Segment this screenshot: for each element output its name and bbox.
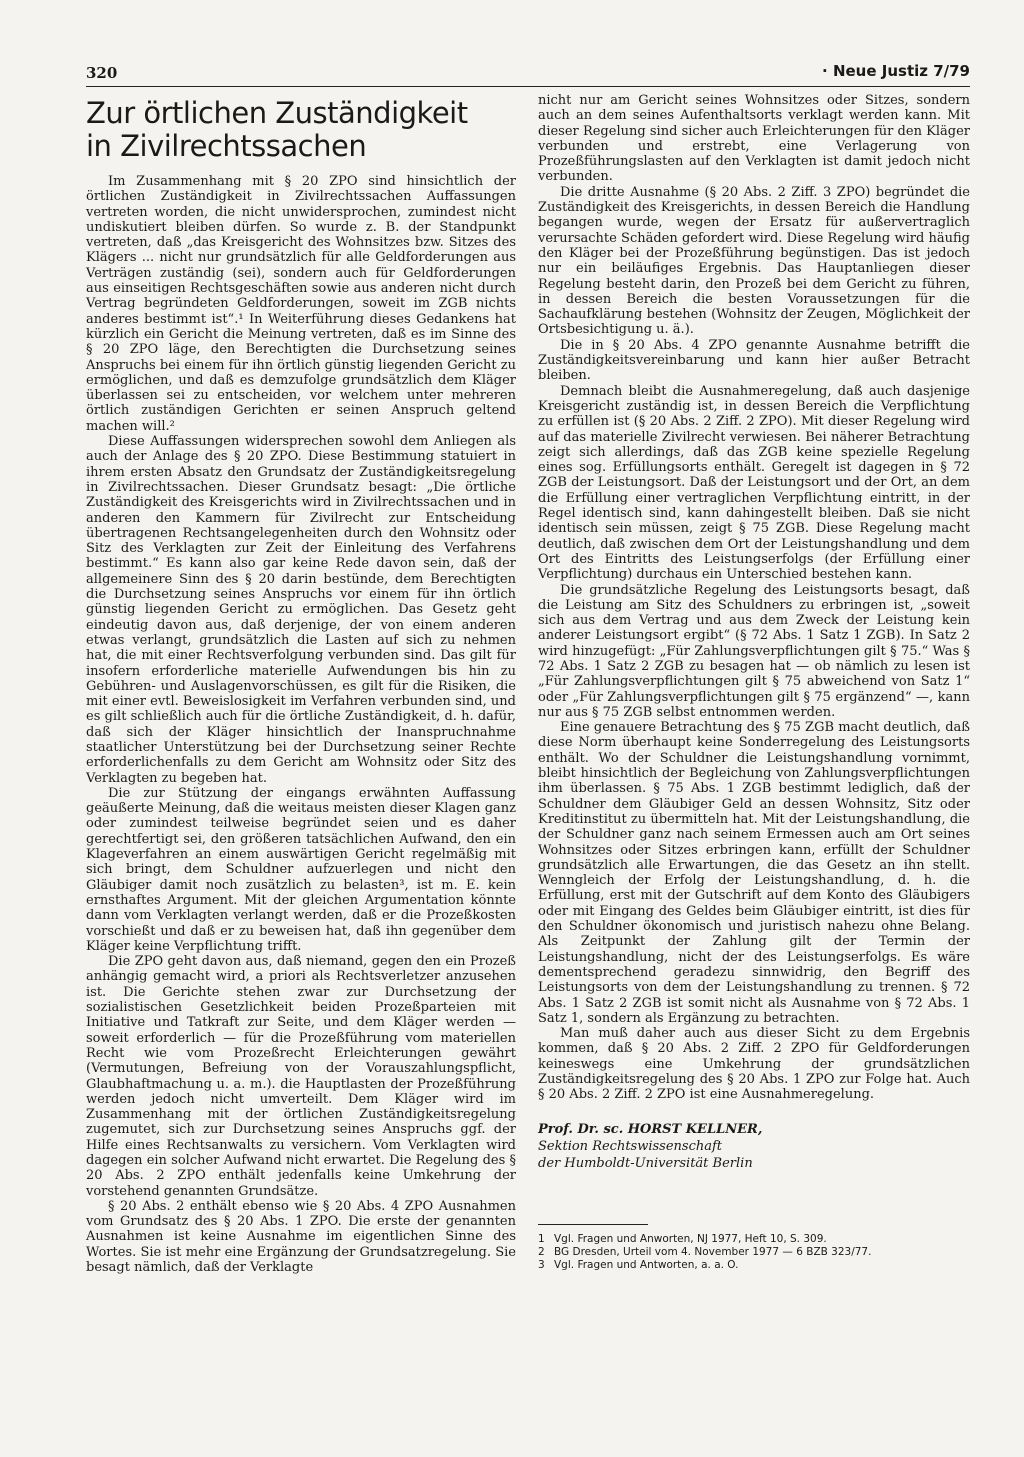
footnote-number: 2 (538, 1245, 545, 1258)
author-affiliation: Sektion Rechtswissenschaft (538, 1138, 723, 1154)
journal-issue: · Neue Justiz 7/79 (822, 62, 970, 80)
paragraph: § 20 Abs. 2 enthält ebenso wie § 20 Abs. 4 ZPO Ausnahmen vom Grundsatz des § 20 Abs. 1 ZPO. Die erste der genannten Ausnahmen ist keine Ausnahme im eigentlichen Sinne des Wortes. Sie ist mehr eine Ergänzung der Grundsatzregelung. Sie besagt nämlich, daß der Verklagte (86, 1198, 516, 1276)
footnote (538, 1233, 970, 1246)
paragraph: Die zur Stützung der eingangs erwähnten Auffassung geäußerte Meinung, daß die weitaus meisten dieser Klagen ganz oder zumindest teilweise begründet seien und es daher gerechtfertigt sei, den größeren tatsächlichen Aufwand, den ein Klageverfahren an einem auswärtigen Gericht regelmäßig mit sich bringt, dem Schuldner aufzuerlegen und nicht den Gläubiger damit noch zusätzlich zu belasten³, ist m. E. kein ernsthaftes Argument. Mit der gleichen Argumentation könnte dann vom Verklagten verlangt werden, daß er die Prozeßkosten vorschießt und daß er zu beweisen hat, daß ihn gegenüber dem Kläger keine Verpflichtung trifft. (86, 785, 516, 954)
paragraph: Die dritte Ausnahme (§ 20 Abs. 2 Ziff. 3 ZPO) begründet die Zuständigkeit des Kreisgerichts, in dessen Bereich die Handlung begangen wurde, wegen der Ersatz für außervertraglich verursachte Schäden gefordert wird. Diese Regelung wird häufig den Kläger bei der Prozeßführung begünstigen. Das ist jedoch nur ein beiläufiges Ergebnis. Das Hauptanliegen dieser Regelung besteht darin, den Prozeß bei dem Gericht zu führen, in dessen Bereich die besten Voraussetzungen für die Sachaufklärung bestehen (Wohnsitz der Zeugen, Möglichkeit der Ortsbesichtigung u. ä.). (538, 184, 970, 338)
footnote-text: BG Dresden, Urteil vom 4. November 1977 — 6 BZB 323/77. (554, 1245, 872, 1258)
footnote-text: Vgl. Fragen und Antworten, a. a. O. (554, 1258, 739, 1271)
left-column (86, 174, 516, 1275)
paragraph: Eine genauere Betrachtung des § 75 ZGB macht deutlich, daß diese Norm überhaupt keine Sonderregelung des Leistungsorts enthält. Wo der Schuldner die Leistungshandlung vornimmt, bleibt hinsichtlich der Begleichung von Zahlungsverpflichtungen ihm überlassen. § 75 Abs. 1 ZGB bestimmt lediglich, daß der Schuldner dem Gläubiger Geld an dessen Wohnsitz, Sitz oder Kreditinstitut zu übermitteln hat. Mit der Leistungshandlung, die der Schuldner ganz nach seinem Ermessen auch am Ort seines Wohnsitzes oder Sitzes erbringen kann, erfüllt der Schuldner grundsätzlich alle Erwartungen, die das Gesetz an ihn stellt. Wenngleich der Erfolg der Leistungshandlung, d. h. die Erfüllung, erst mit der Gutschrift auf dem Konto des Gläubigers oder mit Eingang des Geldes beim Gläubiger eintritt, ist dies für den Schuldner ökonomisch und juristisch nahezu ohne Belang. Als Zeitpunkt der Zahlung gilt der Termin der Leistungshandlung, nicht der des Leistungserfolgs. Es wäre dementsprechend geradezu sinnwidrig, den Begriff des Leistungsorts von dem der Leistungshandlung zu trennen. § 72 Abs. 1 Satz 2 ZGB ist somit nicht als Ausnahme von § 72 Abs. 1 Satz 1, sondern als Ergänzung zu betrachten. (538, 720, 970, 1026)
paragraph: Die in § 20 Abs. 4 ZPO genannte Ausnahme betrifft die Zuständigkeitsvereinbarung und kann hier außer Betracht bleiben. (538, 337, 970, 384)
author-name: Prof. Dr. sc. HORST KELLNER, (538, 1121, 763, 1137)
paragraph: Im Zusammenhang mit § 20 ZPO sind hinsichtlich der örtlichen Zuständigkeit in Zivilrechtssachen Auffassungen vertreten worden, die nicht unwidersprochen, zumindest nicht undiskutiert bleiben dürfen. So wurde z. B. der Standpunkt vertreten, daß „das Kreisgericht des Wohnsitzes bzw. Sitzes des Klägers ... nicht nur grundsätzlich für alle Geldforderungen aus Verträgen zuständig (sei), sondern auch für Geldforderungen aus einseitigen Rechtsgeschäften sowie aus anderen nicht durch Vertrag begründeten Geldforderungen, soweit im ZGB nichts anderes bestimmt ist“.¹ In Weiterführung dieses Gedankens hat kürzlich ein Gericht die Meinung vertreten, daß es im Sinne des § 20 ZPO läge, den Berechtigten die Durchsetzung seines Anspruchs bei einem für ihn örtlich günstig liegenden Gericht zu ermöglichen, und daß es demzufolge grundsätzlich dem Kläger überlassen sei zu entscheiden, vor welchem unter mehreren örtlich zuständigen Gerichten er seinen Anspruch geltend machen will.² (86, 174, 516, 434)
paragraph: Die ZPO geht davon aus, daß niemand, gegen den ein Prozeß anhängig gemacht wird, a priori als Rechtsverletzer anzusehen ist. Die Gerichte stehen zwar zur Durchsetzung der sozialistischen Gesetzlichkeit beiden Prozeßparteien mit Initiative und Tatkraft zur Seite, und dem Kläger werden — soweit erforderlich — für die Prozeßführung vom materiellen Recht wie vom Prozeßrecht Erleichterungen gewährt (Vermutungen, Befreiung von der Vorauszahlungspflicht, Glaubhaftmachung u. a. m.). die Hauptlasten der Prozeßführung werden jedoch nicht umverteilt. Dem Kläger wird im Zusammenhang mit der örtlichen Zuständigkeitsregelung zugemutet, sich zur Durchsetzung seines Anspruchs ggf. der Hilfe eines Rechtsanwalts zu versichern. Vom Verklagten wird dagegen ein solcher Aufwand nicht erwartet. Die Regelung des § 20 Abs. 2 ZPO enthält jedenfalls keine Umkehrung der vorstehend genannten Grundsätze. (86, 954, 516, 1199)
right-column (538, 93, 970, 1272)
footnotes (538, 1233, 970, 1272)
footnote-rule (538, 1224, 648, 1225)
footnote-number: 3 (538, 1258, 545, 1271)
footnote-number: 1 (538, 1232, 545, 1245)
paragraph: nicht nur am Gericht seines Wohnsitzes oder Sitzes, sondern auch an dem seines Aufenthaltsorts verklagt werden kann. Mit dieser Regelung sind sicher auch Erleichterungen für den Kläger verbunden und erstrebt, eine Verlagerung von Prozeßführungslasten auf den Verklagten ist damit jedoch nicht verbunden. (538, 93, 970, 185)
title-line-2: in Zivilrechtssachen (86, 129, 367, 163)
author-block (538, 1121, 970, 1172)
footnote (538, 1246, 970, 1259)
footnote (538, 1259, 970, 1272)
header-rule (86, 86, 970, 87)
paragraph: Die grundsätzliche Regelung des Leistungsorts besagt, daß die Leistung am Sitz des Schuldners zu erbringen ist, „soweit sich aus dem Vertrag und aus dem Zweck der Leistung kein anderer Leistungsort ergibt“ (§ 72 Abs. 1 Satz 1 ZGB). In Satz 2 wird hinzugefügt: „Für Zahlungsverpflichtungen gilt § 75.“ Was § 72 Abs. 1 Satz 2 ZGB zu besagen hat — ob nämlich zu lesen ist „Für Zahlungsverpflichtungen gilt § 75 abweichend von Satz 1“ oder „Für Zahlungsverpflichtungen gilt § 75 ergänzend“ —, kann nur aus § 75 ZGB selbst entnommen werden. (538, 582, 970, 720)
author-affiliation: der Humboldt-Universität Berlin (538, 1155, 753, 1171)
paragraph: Man muß daher auch aus dieser Sicht zu dem Ergebnis kommen, daß § 20 Abs. 2 Ziff. 2 ZPO für Geldforderungen keineswegs eine Umkehrung der grundsätzlichen Zuständigkeitsregelung des § 20 Abs. 1 ZPO zur Folge hat. Auch § 20 Abs. 2 Ziff. 2 ZPO ist eine Ausnahmeregelung. (538, 1026, 970, 1103)
page-number: 320 (86, 64, 118, 82)
paragraph: Demnach bleibt die Ausnahmeregelung, daß auch dasjenige Kreisgericht zuständig ist, in dessen Bereich die Verpflichtung zu erfüllen ist (§ 20 Abs. 2 Ziff. 2 ZPO). Mit dieser Regelung wird auf das materielle Zivilrecht verwiesen. Bei näherer Betrachtung zeigt sich allerdings, daß das ZGB keine spezielle Regelung eines sog. Erfüllungsorts enthält. Geregelt ist dagegen in § 72 ZGB der Leistungsort. Daß der Leistungsort und der Ort, an dem die Erfüllung einer vertraglichen Verpflichtung eintritt, in der Regel identisch sind, kann dahingestellt bleiben. Daß sie nicht identisch sein müssen, zeigt § 75 ZGB. Diese Regelung macht deutlich, daß zwischen dem Ort der Leistungshandlung und dem Ort des Eintritts des Leistungserfolgs (der Erfüllung einer Verpflichtung) durchaus ein Unterschied bestehen kann. (538, 383, 970, 583)
title-line-1: Zur örtlichen Zuständigkeit (86, 96, 468, 130)
article-title (86, 97, 526, 163)
paragraph: Diese Auffassungen widersprechen sowohl dem Anliegen als auch der Anlage des § 20 ZPO. Diese Bestimmung statuiert in ihrem ersten Absatz den Grundsatz der Zuständigkeitsregelung in Zivilrechtssachen. Dieser Grundsatz besagt: „Die örtliche Zuständigkeit des Kreisgerichts wird in Zivilrechtssachen und in anderen den Kammern für Zivilrecht zur Entscheidung übertragenen Rechtsangelegenheiten durch den Wohnsitz oder Sitz des Verklagten zur Zeit der Einleitung des Verfahrens bestimmt.“ Es kann also gar keine Rede davon sein, daß der allgemeinere Sinn des § 20 darin bestünde, dem Berechtigten die Durchsetzung seines Anspruchs vor einem für ihn örtlich günstig liegenden Gericht zu ermöglichen. Das Gesetz geht eindeutig davon aus, daß derjenige, der von einem anderen etwas verlangt, grundsätzlich die Lasten auf sich zu nehmen hat, die mit einer Rechtsverfolgung verbunden sind. Das gilt für insofern erforderliche materielle Aufwendungen bis hin zu Gebühren- und Auslagenvorschüssen, es gilt für die Risiken, die mit einer evtl. Beweislosigkeit im Verfahren verbunden sind, und es gilt schließlich auch für die örtliche Zuständigkeit, d. h. dafür, daß sich der Kläger hinsichtlich der Inanspruchnahme staatlicher Unterstützung bei der Durchsetzung seiner Rechte erforderlichenfalls zu dem Gericht am Wohnsitz oder Sitz des Verklagten zu begeben hat. (86, 434, 516, 786)
footnote-text: Vgl. Fragen und Anworten, NJ 1977, Heft 10, S. 309. (554, 1232, 827, 1245)
